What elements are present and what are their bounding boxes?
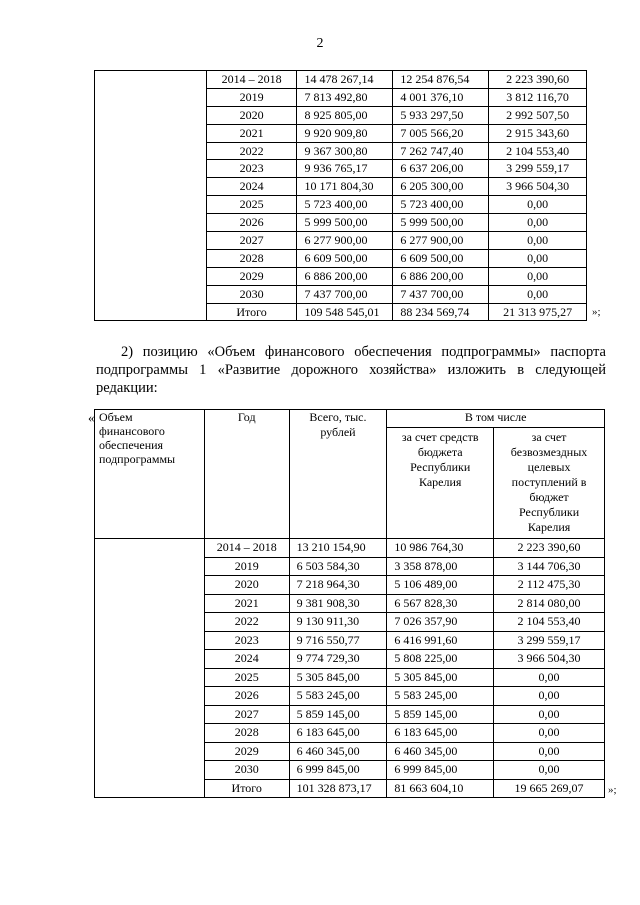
- header-budget-funds: за счет средств бюджета Республики Карелия: [387, 428, 494, 539]
- total-cell: 9 130 911,30: [289, 613, 387, 632]
- budget-cell: 12 254 876,54: [393, 71, 489, 89]
- total-cell: 10 171 804,30: [297, 178, 393, 196]
- budget-cell: 5 106 489,00: [387, 576, 494, 595]
- grants-cell: 2 223 390,60: [494, 539, 605, 558]
- grants-cell: 0,00: [489, 285, 587, 303]
- year-cell: 2022: [204, 613, 289, 632]
- grants-cell: 0,00: [489, 249, 587, 267]
- table-row: [95, 539, 605, 558]
- total-cell: 9 381 908,30: [289, 594, 387, 613]
- closing-quote-mark: »;: [592, 306, 601, 318]
- year-cell: 2019: [206, 88, 297, 106]
- budget-cell: 6 205 300,00: [393, 178, 489, 196]
- grants-cell: 3 299 559,17: [494, 631, 605, 650]
- grants-cell: 2 223 390,60: [489, 71, 587, 89]
- total-cell: 6 183 645,00: [289, 724, 387, 743]
- header-total: Всего, тыс. рублей: [289, 410, 387, 539]
- total-cell: 7 218 964,30: [289, 576, 387, 595]
- year-cell: 2020: [206, 106, 297, 124]
- grants-cell: 2 915 343,60: [489, 124, 587, 142]
- page-number: 2: [316, 36, 324, 51]
- year-cell: 2029: [206, 267, 297, 285]
- grants-cell: 2 992 507,50: [489, 106, 587, 124]
- budget-cell: 6 637 206,00: [393, 160, 489, 178]
- budget-cell: 5 999 500,00: [393, 214, 489, 232]
- budget-cell: 7 437 700,00: [393, 285, 489, 303]
- total-cell: 7 437 700,00: [297, 285, 393, 303]
- year-cell: 2027: [206, 232, 297, 250]
- financing-table-previous: [94, 70, 587, 321]
- grants-cell: 0,00: [494, 705, 605, 724]
- total-cell: 8 925 805,00: [297, 106, 393, 124]
- budget-cell: 5 305 845,00: [387, 668, 494, 687]
- year-cell: 2025: [206, 196, 297, 214]
- budget-cell: 6 886 200,00: [393, 267, 489, 285]
- year-cell: 2026: [204, 687, 289, 706]
- total-cell: 5 723 400,00: [297, 196, 393, 214]
- grants-cell: 0,00: [489, 232, 587, 250]
- year-cell: 2023: [206, 160, 297, 178]
- budget-cell: 5 859 145,00: [387, 705, 494, 724]
- grants-cell: 0,00: [494, 761, 605, 780]
- year-cell: 2030: [204, 761, 289, 780]
- header-including: В том числе: [387, 410, 605, 428]
- grants-cell: 3 966 504,30: [489, 178, 587, 196]
- paragraph-line: подпрограммы 1 «Развитие дорожного хозяйства» изложить в следующей: [96, 362, 606, 378]
- year-cell: 2023: [204, 631, 289, 650]
- total-cell: 9 774 729,30: [289, 650, 387, 669]
- grants-cell: 0,00: [494, 668, 605, 687]
- grants-cell: 0,00: [489, 196, 587, 214]
- financing-table-new: [94, 409, 605, 798]
- budget-cell: 5 583 245,00: [387, 687, 494, 706]
- grants-cell: 3 144 706,30: [494, 557, 605, 576]
- grants-cell: 0,00: [494, 724, 605, 743]
- year-cell: 2019: [204, 557, 289, 576]
- grants-cell: 3 966 504,30: [494, 650, 605, 669]
- year-cell: Итого: [204, 779, 289, 798]
- budget-cell: 88 234 569,74: [393, 303, 489, 321]
- budget-cell: 6 416 991,60: [387, 631, 494, 650]
- closing-quote-mark: »;: [608, 784, 617, 796]
- year-cell: 2030: [206, 285, 297, 303]
- total-cell: 5 583 245,00: [289, 687, 387, 706]
- year-cell: 2024: [204, 650, 289, 669]
- year-cell: 2029: [204, 742, 289, 761]
- budget-cell: 6 567 828,30: [387, 594, 494, 613]
- total-cell: 13 210 154,90: [289, 539, 387, 558]
- header-financing-volume: Объем финансового обеспечения подпрограммы: [95, 410, 205, 539]
- budget-cell: 5 723 400,00: [393, 196, 489, 214]
- grants-cell: 2 112 475,30: [494, 576, 605, 595]
- budget-cell: 81 663 604,10: [387, 779, 494, 798]
- grants-cell: 2 814 080,00: [494, 594, 605, 613]
- year-cell: 2021: [204, 594, 289, 613]
- grants-cell: 0,00: [489, 214, 587, 232]
- total-cell: 9 367 300,80: [297, 142, 393, 160]
- grants-cell: 0,00: [489, 267, 587, 285]
- total-cell: 6 609 500,00: [297, 249, 393, 267]
- total-cell: 109 548 545,01: [297, 303, 393, 321]
- year-cell: 2024: [206, 178, 297, 196]
- label-cell: [95, 539, 205, 798]
- year-cell: 2014 – 2018: [206, 71, 297, 89]
- total-cell: 9 936 765,17: [297, 160, 393, 178]
- paragraph-line: редакции:: [96, 380, 158, 396]
- total-cell: 101 328 873,17: [289, 779, 387, 798]
- header-year: Год: [204, 410, 289, 539]
- amendment-paragraph: [96, 343, 606, 397]
- budget-cell: 5 933 297,50: [393, 106, 489, 124]
- total-cell: 9 716 550,77: [289, 631, 387, 650]
- grants-cell: 2 104 553,40: [489, 142, 587, 160]
- year-cell: 2021: [206, 124, 297, 142]
- grants-cell: 0,00: [494, 742, 605, 761]
- header-grant-funds: за счет безвозмездных целевых поступлений в бюджет Республики Карелия: [494, 428, 605, 539]
- total-cell: 6 886 200,00: [297, 267, 393, 285]
- total-cell: 5 305 845,00: [289, 668, 387, 687]
- year-cell: 2014 – 2018: [204, 539, 289, 558]
- budget-cell: 4 001 376,10: [393, 88, 489, 106]
- budget-cell: 7 005 566,20: [393, 124, 489, 142]
- paragraph-line: 2) позицию «Объем финансового обеспечения подпрограммы» паспорта: [121, 344, 606, 360]
- label-cell: [95, 71, 207, 321]
- total-cell: 5 999 500,00: [297, 214, 393, 232]
- budget-cell: 6 609 500,00: [393, 249, 489, 267]
- grants-cell: 0,00: [494, 687, 605, 706]
- budget-cell: 6 460 345,00: [387, 742, 494, 761]
- total-cell: 6 999 845,00: [289, 761, 387, 780]
- budget-cell: 7 262 747,40: [393, 142, 489, 160]
- table-row: [95, 71, 587, 89]
- total-cell: 5 859 145,00: [289, 705, 387, 724]
- grants-cell: 3 299 559,17: [489, 160, 587, 178]
- grants-cell: 21 313 975,27: [489, 303, 587, 321]
- budget-cell: 6 999 845,00: [387, 761, 494, 780]
- total-cell: 6 277 900,00: [297, 232, 393, 250]
- budget-cell: 5 808 225,00: [387, 650, 494, 669]
- budget-cell: 7 026 357,90: [387, 613, 494, 632]
- year-cell: 2020: [204, 576, 289, 595]
- year-cell: 2027: [204, 705, 289, 724]
- total-cell: 6 503 584,30: [289, 557, 387, 576]
- budget-cell: 10 986 764,30: [387, 539, 494, 558]
- grants-cell: 19 665 269,07: [494, 779, 605, 798]
- year-cell: 2026: [206, 214, 297, 232]
- budget-cell: 6 277 900,00: [393, 232, 489, 250]
- year-cell: 2028: [206, 249, 297, 267]
- year-cell: 2025: [204, 668, 289, 687]
- total-cell: 9 920 909,80: [297, 124, 393, 142]
- budget-cell: 3 358 878,00: [387, 557, 494, 576]
- year-cell: 2022: [206, 142, 297, 160]
- year-cell: Итого: [206, 303, 297, 321]
- total-cell: 6 460 345,00: [289, 742, 387, 761]
- grants-cell: 3 812 116,70: [489, 88, 587, 106]
- year-cell: 2028: [204, 724, 289, 743]
- total-cell: 14 478 267,14: [297, 71, 393, 89]
- grants-cell: 2 104 553,40: [494, 613, 605, 632]
- opening-quote-mark: «: [88, 410, 95, 425]
- budget-cell: 6 183 645,00: [387, 724, 494, 743]
- total-cell: 7 813 492,80: [297, 88, 393, 106]
